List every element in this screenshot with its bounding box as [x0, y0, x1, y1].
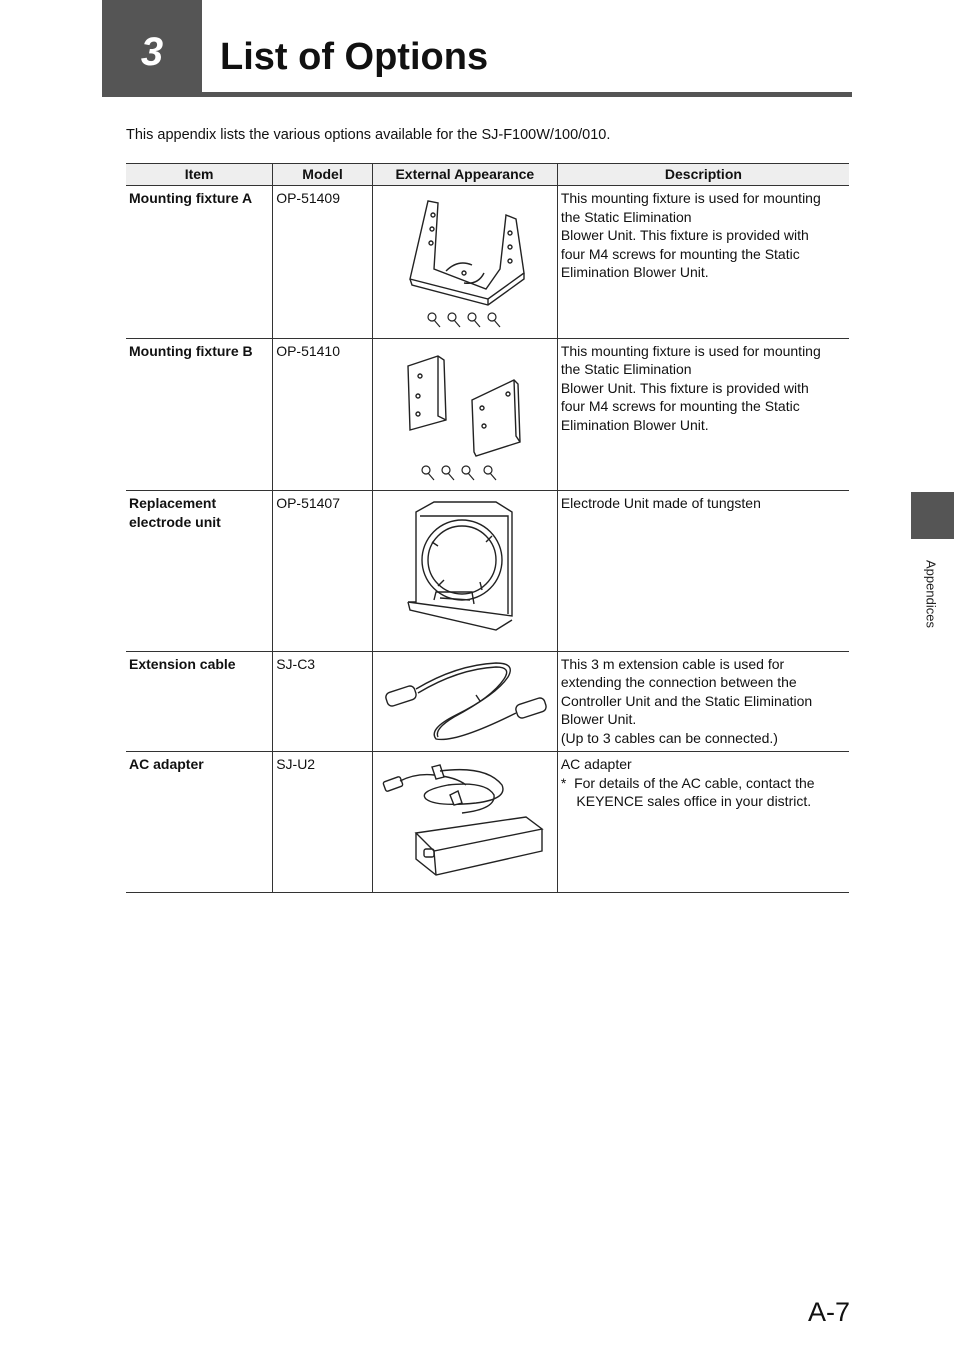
description-line: Blower Unit. This fixture is provided with [560, 379, 809, 396]
header-description: Description [557, 164, 849, 186]
options-table [126, 163, 849, 893]
description-line: AC adapter [560, 756, 632, 772]
section-tab-marker [911, 492, 954, 539]
description-line: This 3 m extension cable is used for [560, 655, 785, 672]
model-number: OP-51409 [273, 186, 373, 339]
header-item: Item [126, 164, 273, 186]
ac-adapter-icon [376, 755, 554, 887]
description-line: the Static Elimination [560, 361, 692, 377]
page-title: List of Options [220, 36, 489, 78]
description-line: four M4 screws for mounting the Static [560, 398, 800, 414]
model-number: SJ-C3 [273, 651, 373, 752]
model-number: OP-51407 [273, 491, 373, 652]
item-name: Extension cable [126, 651, 273, 752]
description-line: extending the connection between the [560, 674, 797, 690]
description-line: four M4 screws for mounting the Static [560, 245, 800, 262]
header-appearance: External Appearance [372, 164, 557, 186]
description-line: the Static Elimination [560, 208, 692, 225]
description-line: This mounting fixture is used for mounting [560, 342, 821, 359]
table-row [126, 338, 849, 491]
header-model: Model [273, 164, 373, 186]
description-line: Controller Unit and the Static Elimination [560, 692, 813, 709]
description-line: (Up to 3 cables can be connected.) [560, 729, 778, 746]
description-line: * For details of the AC cable, contact the [560, 774, 815, 791]
intro-text: This appendix lists the various options available for the SJ-F100W/100/010. [126, 127, 611, 143]
table-header-row [126, 164, 849, 186]
table-row [126, 752, 849, 893]
item-name: Mounting fixture A [126, 186, 273, 339]
model-number: SJ-U2 [273, 752, 373, 893]
mounting-fixture-b-icon [376, 342, 554, 486]
table-row [126, 186, 849, 339]
mounting-fixture-a-icon [376, 189, 554, 333]
item-name: Replacement electrode unit [126, 491, 273, 652]
description-line: Elimination Blower Unit. [560, 264, 709, 280]
description-line: KEYENCE sales office in your district. [560, 793, 812, 809]
model-number: OP-51410 [273, 338, 373, 491]
item-name: Mounting fixture B [126, 338, 273, 491]
chapter-number: 3 [140, 30, 164, 74]
description-line: This mounting fixture is used for mounting [560, 190, 821, 206]
description-line: Elimination Blower Unit. [560, 416, 709, 433]
electrode-unit-icon [376, 494, 554, 646]
description-line: Blower Unit. This fixture is provided with [560, 227, 809, 243]
page-number: A-7 [808, 1297, 851, 1327]
section-tab-label: Appendices [923, 560, 939, 628]
table-row [126, 651, 849, 752]
title-underline [202, 92, 852, 97]
table-row [126, 491, 849, 652]
item-name: AC adapter [126, 752, 273, 893]
description-line: Electrode Unit made of tungsten [560, 495, 761, 511]
extension-cable-icon [376, 655, 554, 747]
description-line: Blower Unit. [560, 711, 637, 727]
